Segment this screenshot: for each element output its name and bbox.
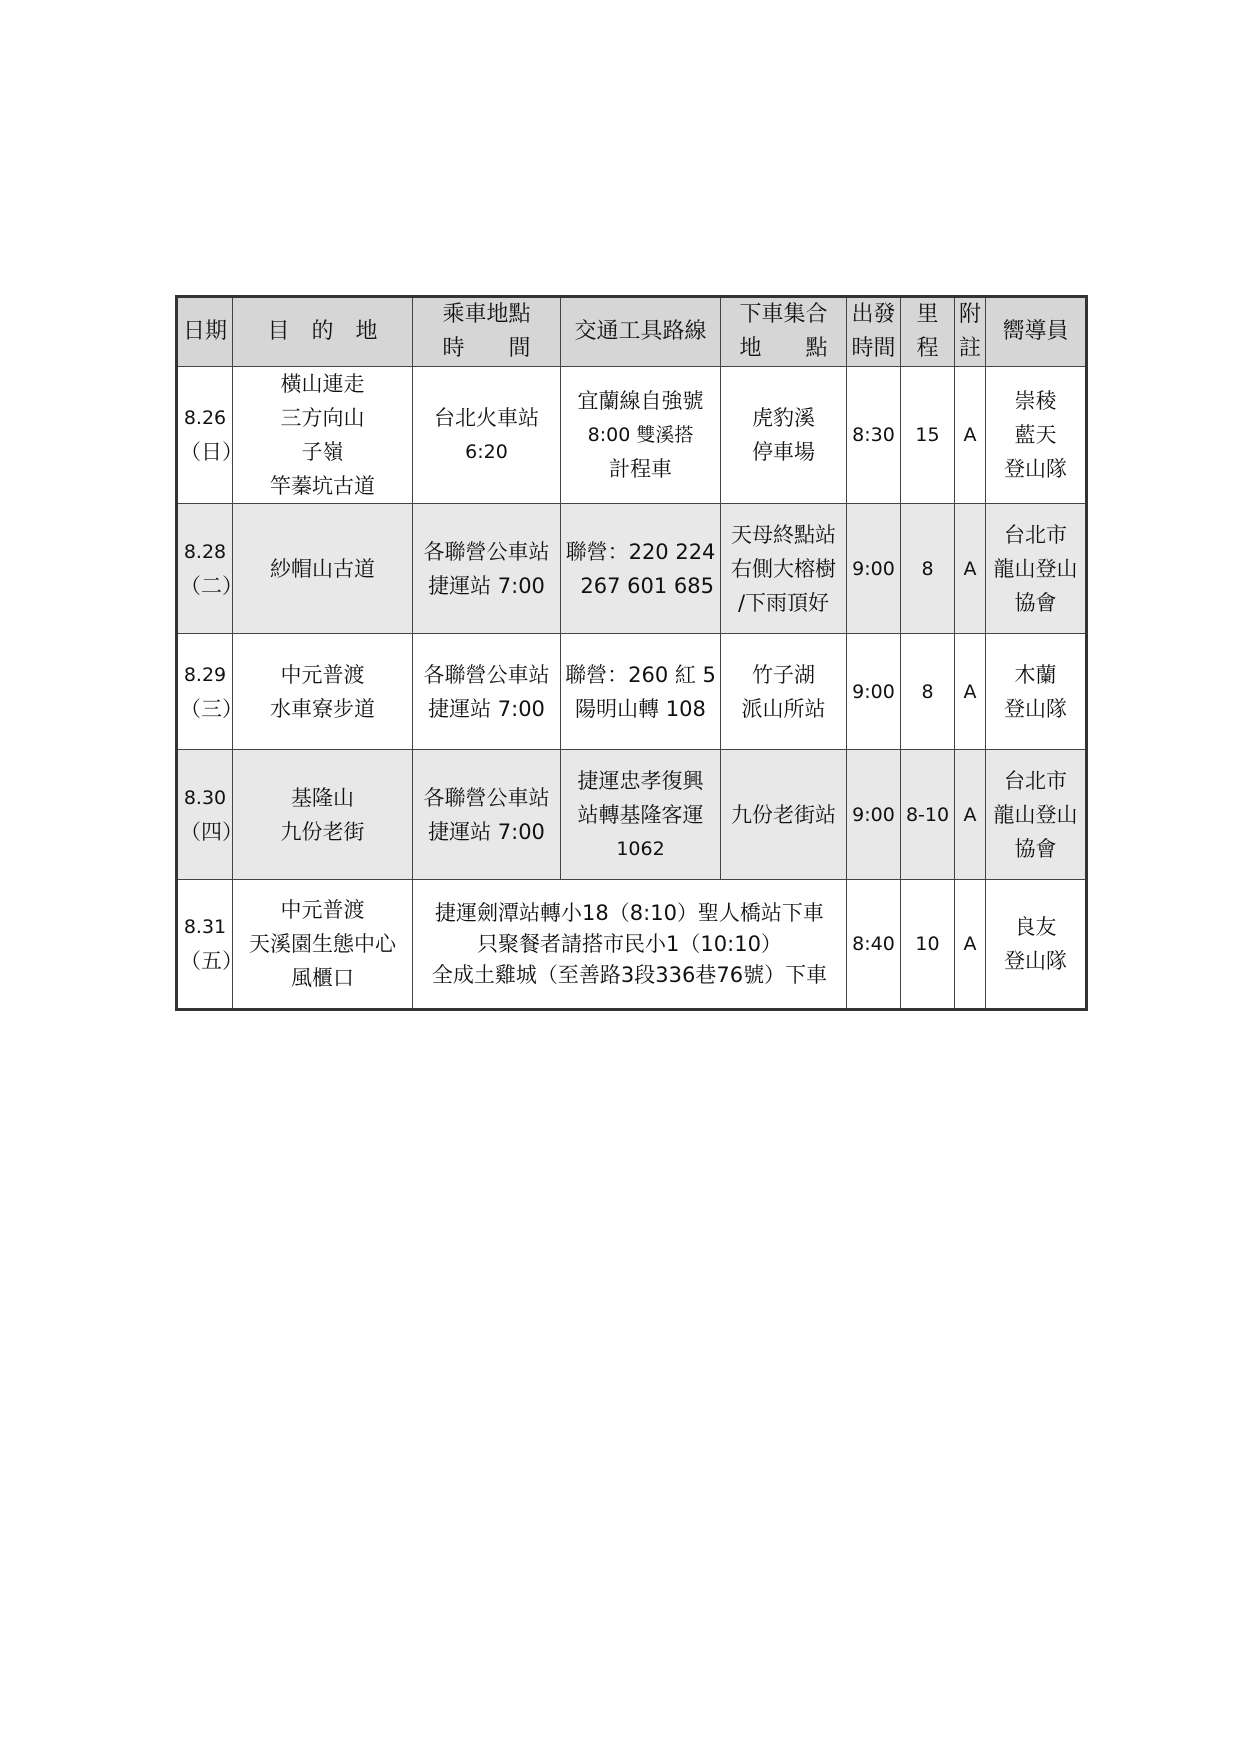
destination-line: 竿蓁坑古道 bbox=[270, 474, 375, 498]
meet-line: 右側大榕樹 bbox=[731, 556, 836, 581]
header-meet-line: 地 點 bbox=[739, 336, 828, 361]
guide-cell bbox=[986, 750, 1087, 880]
guide-line: 藍天 bbox=[1014, 423, 1057, 447]
destination-line: 子嶺 bbox=[301, 440, 344, 464]
meet-cell bbox=[721, 750, 847, 880]
destination-line: 三方向山 bbox=[280, 406, 365, 430]
header-transport: 交通工具路線 bbox=[561, 297, 721, 367]
header-guide: 嚮導員 bbox=[986, 297, 1087, 367]
pickup-line: 捷運站 7:00 bbox=[428, 573, 545, 598]
transport-cell bbox=[561, 367, 721, 504]
table-row bbox=[177, 504, 1087, 634]
meet-line: 虎豹溪 bbox=[752, 406, 815, 430]
pickup-line: 捷運站 7:00 bbox=[428, 696, 545, 721]
guide-line: 登山隊 bbox=[1004, 457, 1067, 481]
header-note-line: 註 bbox=[958, 336, 981, 361]
guide-cell bbox=[986, 367, 1087, 504]
date-cell bbox=[177, 504, 243, 634]
route-note-line: 捷運劍潭站轉小18（8:10）聖人橋站下車 bbox=[435, 900, 824, 925]
header-meet-line: 下車集合 bbox=[739, 302, 828, 327]
pickup-cell bbox=[413, 504, 561, 634]
pickup-line: 各聯營公車站 bbox=[423, 539, 550, 564]
destination-line: 中元普渡 bbox=[280, 662, 365, 687]
transport-line: 聯營：220 224 bbox=[565, 539, 716, 564]
guide-cell bbox=[986, 880, 1087, 1010]
depart-cell: 8:40 bbox=[847, 880, 901, 1010]
distance-cell: 8 bbox=[901, 504, 955, 634]
pickup-line: 各聯營公車站 bbox=[423, 785, 550, 810]
note-cell: A bbox=[955, 750, 986, 880]
table-row bbox=[177, 367, 1087, 504]
guide-line: 登山隊 bbox=[1004, 696, 1067, 721]
header-date: 日期 bbox=[177, 297, 233, 367]
destination-cell bbox=[233, 750, 413, 880]
guide-cell bbox=[986, 634, 1087, 750]
destination-line: 中元普渡 bbox=[280, 898, 365, 922]
pickup-cell bbox=[413, 634, 561, 750]
pickup-cell bbox=[413, 367, 561, 504]
guide-line: 良友 bbox=[1014, 915, 1057, 939]
depart-cell: 9:00 bbox=[847, 504, 901, 634]
transport-line: 站轉基隆客運 bbox=[577, 802, 704, 827]
pickup-line: 各聯營公車站 bbox=[423, 662, 550, 687]
meet-line: 九份老街站 bbox=[731, 802, 836, 827]
guide-line: 崇稜 bbox=[1014, 389, 1057, 413]
weekday-value: （三） bbox=[180, 696, 243, 721]
pickup-line: 台北火車站 bbox=[434, 406, 539, 430]
header-distance-line: 里 bbox=[916, 302, 939, 327]
distance-cell: 8-10 bbox=[901, 750, 955, 880]
transport-line: 聯營：260 紅 5 bbox=[565, 662, 716, 687]
guide-line: 龍山登山 bbox=[993, 802, 1078, 827]
meet-line: 停車場 bbox=[752, 440, 815, 464]
transport-line: 267 601 685 bbox=[580, 573, 714, 598]
weekday-value: （二） bbox=[180, 573, 243, 598]
date-value: 8.28 bbox=[183, 540, 227, 563]
table-row bbox=[177, 634, 1087, 750]
date-cell bbox=[177, 750, 243, 880]
guide-line: 協會 bbox=[1014, 836, 1057, 861]
pickup-cell bbox=[413, 750, 561, 880]
route-note-cell bbox=[413, 880, 847, 1010]
distance-cell: 8 bbox=[901, 634, 955, 750]
meet-line: 派山所站 bbox=[741, 696, 826, 721]
table-row bbox=[177, 880, 1087, 1010]
guide-line: 台北市 bbox=[1004, 522, 1067, 547]
transport-line: 8:00 雙溪搭 bbox=[587, 424, 694, 446]
date-value: 8.29 bbox=[183, 663, 227, 686]
depart-cell: 9:00 bbox=[847, 634, 901, 750]
destination-line: 紗帽山古道 bbox=[270, 556, 375, 581]
transport-line: 1062 bbox=[616, 837, 665, 860]
meet-line: 竹子湖 bbox=[752, 662, 815, 687]
destination-line: 基隆山 bbox=[291, 785, 354, 810]
pickup-line: 捷運站 7:00 bbox=[428, 819, 545, 844]
destination-line: 水車寮步道 bbox=[270, 696, 375, 721]
weekday-value: （五） bbox=[180, 949, 243, 973]
date-value: 8.31 bbox=[183, 916, 227, 938]
destination-cell bbox=[233, 367, 413, 504]
destination-cell bbox=[233, 504, 413, 634]
header-depart-line: 時間 bbox=[851, 336, 896, 361]
weekday-value: （四） bbox=[180, 819, 243, 844]
guide-line: 登山隊 bbox=[1004, 949, 1067, 973]
transport-line: 宜蘭線自強號 bbox=[577, 389, 704, 413]
guide-line: 木蘭 bbox=[1014, 662, 1057, 687]
guide-line: 龍山登山 bbox=[993, 556, 1078, 581]
distance-cell: 15 bbox=[901, 367, 955, 504]
route-note-line: 只聚餐者請搭市民小1（10:10） bbox=[477, 931, 782, 956]
destination-line: 九份老街 bbox=[280, 819, 365, 844]
destination-cell bbox=[233, 634, 413, 750]
date-value: 8.26 bbox=[183, 407, 227, 429]
meet-cell bbox=[721, 367, 847, 504]
destination-line: 天溪園生態中心 bbox=[249, 932, 396, 956]
date-cell bbox=[177, 367, 243, 504]
guide-cell bbox=[986, 504, 1087, 634]
header-meet bbox=[721, 297, 847, 367]
date-value: 8.30 bbox=[183, 786, 227, 809]
note-cell: A bbox=[955, 634, 986, 750]
header-note-line: 附 bbox=[958, 302, 981, 327]
header-depart-line: 出發 bbox=[851, 302, 896, 327]
note-cell: A bbox=[955, 367, 986, 504]
transport-line: 捷運忠孝復興 bbox=[577, 768, 704, 793]
meet-line: 天母終點站 bbox=[731, 522, 836, 547]
header-pickup-line: 乘車地點 bbox=[442, 302, 531, 327]
transport-line: 計程車 bbox=[609, 457, 672, 481]
transport-cell bbox=[561, 634, 721, 750]
hiking-schedule-table bbox=[175, 295, 1088, 1011]
transport-line: 陽明山轉 108 bbox=[575, 696, 706, 721]
guide-line: 台北市 bbox=[1004, 768, 1067, 793]
destination-line: 風櫃口 bbox=[291, 966, 354, 990]
note-cell: A bbox=[955, 504, 986, 634]
depart-cell: 8:30 bbox=[847, 367, 901, 504]
date-cell bbox=[177, 880, 243, 1010]
meet-cell bbox=[721, 634, 847, 750]
note-cell: A bbox=[955, 880, 986, 1010]
header-note bbox=[955, 297, 986, 367]
pickup-line: 6:20 bbox=[465, 441, 508, 463]
meet-line: /下雨頂好 bbox=[737, 590, 830, 615]
depart-cell: 9:00 bbox=[847, 750, 901, 880]
header-row bbox=[177, 297, 1087, 367]
header-pickup-line: 時 間 bbox=[442, 336, 531, 361]
weekday-value: （日） bbox=[180, 440, 243, 464]
date-cell bbox=[177, 634, 243, 750]
table-row bbox=[177, 750, 1087, 880]
transport-cell bbox=[561, 750, 721, 880]
destination-line: 橫山連走 bbox=[280, 372, 365, 396]
guide-line: 協會 bbox=[1014, 590, 1057, 615]
header-destination: 目 的 地 bbox=[233, 297, 413, 367]
header-pickup bbox=[413, 297, 561, 367]
distance-cell: 10 bbox=[901, 880, 955, 1010]
header-depart bbox=[847, 297, 901, 367]
header-distance bbox=[901, 297, 955, 367]
header-distance-line: 程 bbox=[916, 336, 939, 361]
destination-cell bbox=[233, 880, 413, 1010]
route-note-line: 全成土雞城（至善路3段336巷76號）下車 bbox=[431, 962, 828, 987]
meet-cell bbox=[721, 504, 847, 634]
transport-cell bbox=[561, 504, 721, 634]
